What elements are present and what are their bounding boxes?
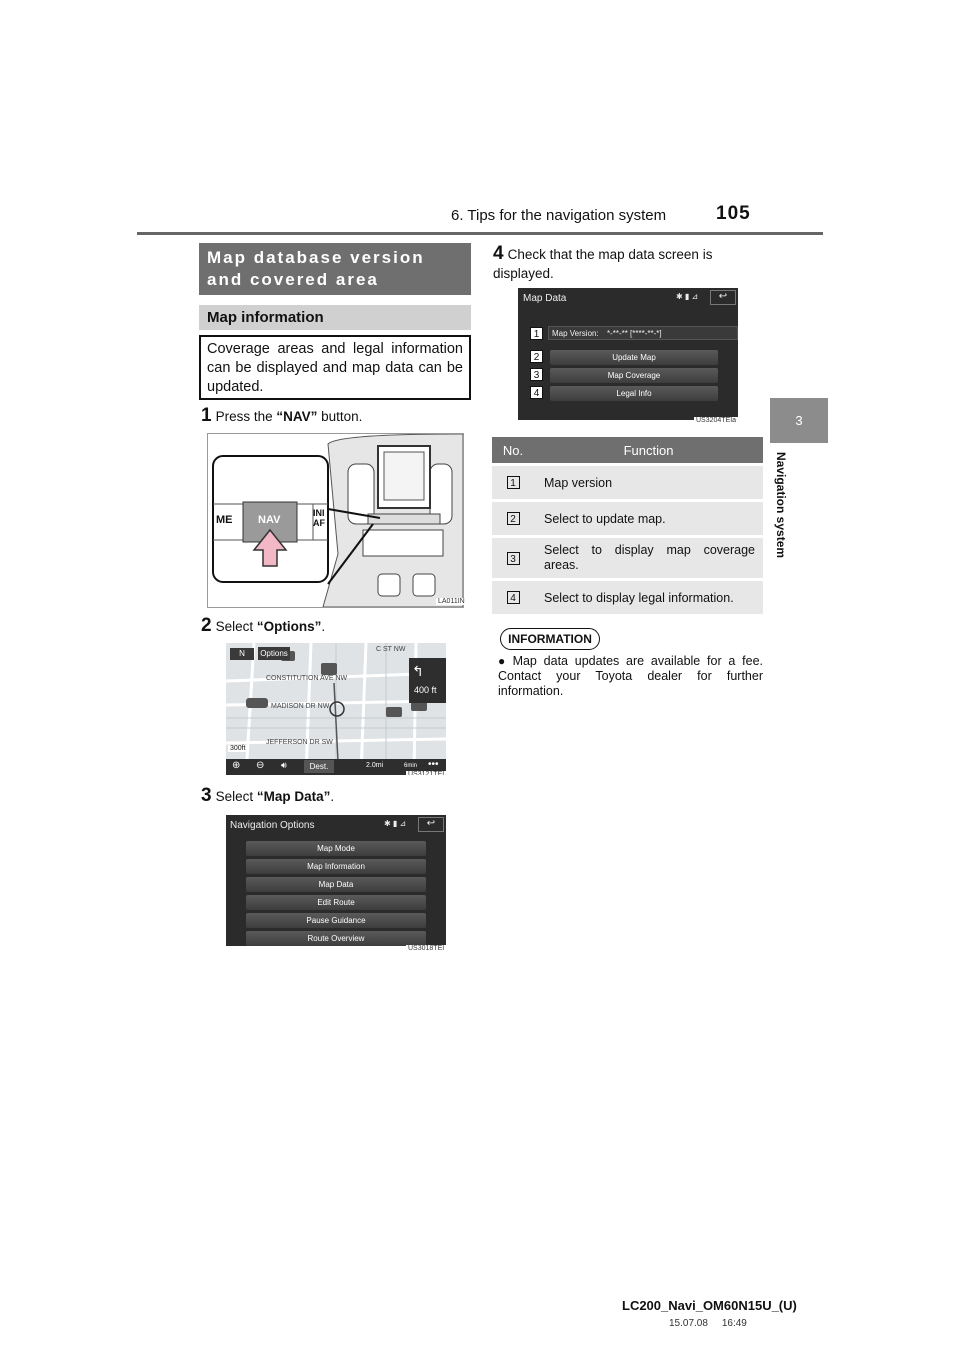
table-header <box>492 437 763 463</box>
callout-marker: 1 <box>530 327 543 340</box>
callout-marker: 3 <box>530 368 543 381</box>
more-icon[interactable]: ••• <box>428 759 439 770</box>
section-title: Map database version and covered area <box>199 243 471 295</box>
header-rule <box>137 232 823 235</box>
option-button-route-overview[interactable]: Route Overview <box>246 931 426 946</box>
row-number: 3 <box>507 552 520 565</box>
row-function: Select to display legal information. <box>544 590 734 605</box>
column-header-no: No. <box>502 442 524 458</box>
dashboard-illustration <box>208 434 463 607</box>
nav-button-label: NAV <box>258 514 281 526</box>
street-label: MADISON DR NW <box>271 703 330 710</box>
manual-code: LC200_Navi_OM60N15U_(U) <box>622 1298 797 1313</box>
chapter-side-label <box>760 452 800 572</box>
row-number: 1 <box>507 476 520 489</box>
chapter-title: 6. Tips for the navigation system <box>451 207 667 224</box>
option-button-map-data[interactable]: Map Data <box>246 877 426 892</box>
table-row <box>492 463 763 499</box>
function-table <box>492 437 763 614</box>
option-button-pause-guidance[interactable]: Pause Guidance <box>246 913 426 928</box>
callout-marker: 2 <box>530 350 543 363</box>
row-function: Map version <box>544 475 613 490</box>
callout-marker: 4 <box>530 386 543 399</box>
nav-label-right: INI AF <box>313 508 325 528</box>
turn-distance: 400 ft <box>414 685 437 695</box>
information-text <box>498 654 763 699</box>
turn-arrow-icon: ↰ <box>412 663 424 679</box>
option-button-map-mode[interactable]: Map Mode <box>246 841 426 856</box>
intro-text: Coverage areas and legal information can be displayed and map data can be updated. <box>199 335 471 400</box>
figure-code: US3121TEI <box>406 771 446 775</box>
row-number: 4 <box>507 591 520 604</box>
print-timestamp: 15.07.08 16:49 <box>669 1318 747 1329</box>
legal-info-button[interactable]: Legal Info <box>550 386 718 401</box>
nav-button-figure <box>207 433 464 608</box>
figure-code: LA011IN <box>438 598 465 605</box>
zoom-in-icon[interactable]: ⊕ <box>232 760 241 771</box>
map-screen-figure <box>226 643 446 775</box>
navigation-options-screen <box>226 815 446 952</box>
information-body: Map data updates are available for a fee. Contact your Toyota dealer for further information. <box>498 654 763 698</box>
street-label: JEFFERSON DR SW <box>266 739 333 746</box>
street-label: C ST NW <box>376 646 406 653</box>
dest-button[interactable]: Dest. <box>304 760 334 773</box>
step-3: 3 Select “Map Data”. <box>201 785 335 806</box>
map-data-screen <box>518 288 738 424</box>
remaining-distance: 2.0mi <box>366 762 384 769</box>
nav-label-left: ME <box>216 514 233 526</box>
table-row <box>492 535 763 578</box>
back-icon[interactable]: ↩ <box>418 817 444 832</box>
update-map-button[interactable]: Update Map <box>550 350 718 365</box>
status-icons: ✱ ▮ ⊿ <box>384 819 407 828</box>
options-button[interactable]: Options <box>258 647 290 660</box>
compass-icon[interactable]: N <box>230 648 254 660</box>
figure-code: US3018TEI <box>408 945 445 952</box>
map-version-row <box>548 326 738 340</box>
page-number: 105 <box>716 203 751 224</box>
row-function: Select to display map coverage areas. <box>544 543 755 572</box>
figure-code: US3204TEIa <box>696 417 737 424</box>
map-scale: 300ft <box>230 745 246 752</box>
chapter-tab: 3 <box>770 398 828 443</box>
map-coverage-button[interactable]: Map Coverage <box>550 368 718 383</box>
subsection-title: Map information <box>199 305 471 330</box>
table-row <box>492 578 763 614</box>
screen-title: Navigation Options <box>230 820 315 831</box>
chapter-side-label-text: Navigation system <box>774 452 788 559</box>
eta: 6min <box>404 763 418 769</box>
option-button-map-information[interactable]: Map Information <box>246 859 426 874</box>
bullet-icon: ● <box>498 654 509 668</box>
map-version-value: *-**-** [****-**-*] <box>606 329 662 338</box>
street-label: CONSTITUTION AVE NW <box>266 675 348 682</box>
step-1: 1 Press the “NAV” button. <box>201 405 363 426</box>
row-number: 2 <box>507 512 520 525</box>
back-icon[interactable]: ↩ <box>710 290 736 305</box>
information-label: INFORMATION <box>500 628 600 650</box>
status-icons: ✱ ▮ ⊿ <box>676 292 699 301</box>
zoom-out-icon[interactable]: ⊖ <box>256 760 265 771</box>
step-4: 4 Check that the map data screen is displayed. <box>493 243 713 281</box>
volume-icon[interactable]: 🔊︎ <box>281 760 287 770</box>
option-button-edit-route[interactable]: Edit Route <box>246 895 426 910</box>
column-header-function: Function <box>623 442 674 458</box>
screen-title: Map Data <box>523 293 567 304</box>
table-row <box>492 499 763 535</box>
row-function: Select to update map. <box>544 511 666 526</box>
map-version-label: Map Version: <box>552 329 599 338</box>
step-2: 2 Select “Options”. <box>201 615 326 636</box>
